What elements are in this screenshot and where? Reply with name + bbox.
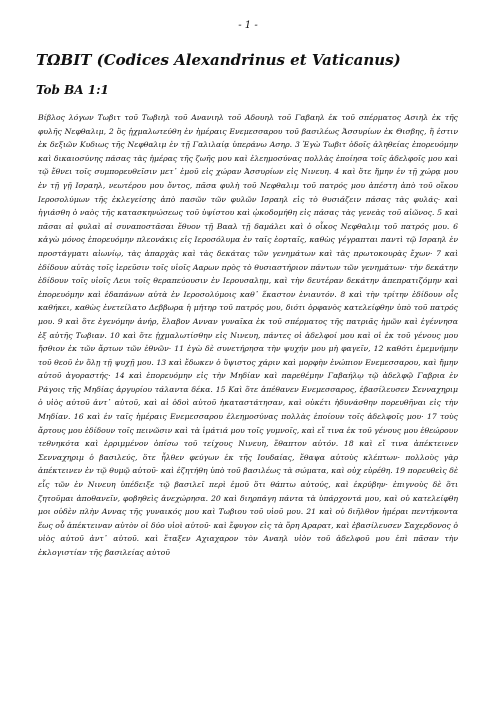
document-title: ΤΩΒΙΤ (Codices Alexandrinus et Vaticanus) bbox=[36, 51, 401, 69]
section-heading: Tob BA 1:1 bbox=[36, 83, 109, 97]
page-number: - 1 - bbox=[238, 20, 258, 31]
body-text: Βίβλος λόγων Τωβιτ τοῦ Τωβιηλ τοῦ Ανανιηλ τοῦ Αδουηλ τοῦ Γαβαηλ ἐκ τοῦ σπέρματος Ασιηλ ἐκ τῆς φυλῆς Νεφθαλιμ, 2 ὃς ᾐχμαλωτεύθη ἐν ἡμέραις Ενεμεσσαρου τοῦ βασιλέως Ἀσσυρίων ἐκ Θισβης, ἥ ἐστιν ἐκ δεξιῶν Κυδιως τῆς Νεφθαλιμ ἐν τῇ Γαλιλαίᾳ ὑπεράνω Ασηρ. 3 Ἐγὼ Τωβιτ ὁδοῖς ἀληθείας ἐπορευόμην καὶ δικαιοσύνης πάσας τὰς ἡμέρας τῆς ζωῆς μου καὶ ἐλεημοσύνας πολλὰς ἐποίησα τοῖς ἀδελφοῖς μου καὶ τῷ ἔθνει τοῖς συμπορευθεῖσιν μετ᾽ ἐμοῦ εἰς χώραν Ἀσσυρίων εἰς Νινευη. 4 καὶ ὅτε ἤμην ἐν τῇ χώρᾳ μου ἐν τῇ γῇ Ισραηλ, νεωτέρου μου ὄντος, πᾶσα φυλὴ τοῦ Νεφθαλιμ τοῦ πατρός μου ἀπέστη ἀπὸ τοῦ οἴκου Ιεροσολύμων τῆς ἐκλεγείσης ἀπὸ πασῶν τῶν φυλῶν Ισραηλ εἰς τὸ θυσιάζειν πάσας τὰς φυλάς· καὶ ἡγιάσθη ὁ ναὸς τῆς κατασκηνώσεως τοῦ ὑψίστου καὶ ᾠκοδομήθη εἰς πάσας τὰς γενεὰς τοῦ αἰῶνος. 5 καὶ πᾶσαι αἱ φυλαὶ αἱ συναποστᾶσαι ἔθυον τῇ Βααλ τῇ δαμάλει καὶ ὁ οἶκος Νεφθαλιμ τοῦ πατρός μου. 6 κἀγὼ μόνος ἐπορευόμην πλεονάκις εἰς Ιεροσόλυμα ἐν ταῖς ἑορταῖς, καθὼς γέγραπται παντὶ τῷ Ισραηλ ἐν προστάγματι αἰωνίῳ, τὰς ἀπαρχὰς καὶ τὰς δεκάτας τῶν γενημάτων καὶ τὰς πρωτοκουρὰς ἔχων· 7 καὶ ἐδίδουν αὐτὰς τοῖς ἱερεῦσιν τοῖς υἱοῖς Ααρων πρὸς τὸ θυσιαστήριον πάντων τῶν γενημάτων· τὴν δεκάτην ἐδίδουν τοῖς υἱοῖς Λευι τοῖς θεραπεύουσιν ἐν Ιερουσαλημ, καὶ τὴν δευτέραν δεκάτην ἀπεπρατιζόμην καὶ ἐπορευόμην καὶ ἐδαπάνων αὐτὰ ἐν Ιεροσολύμοις καθ᾽ ἕκαστον ἐνιαυτόν. 8 καὶ τὴν τρίτην ἐδίδουν οἷς καθήκει, καθὼς ἐνετείλατο Δεββωρα ἡ μήτηρ τοῦ πατρός μου, διότι ὀρφανὸς κατελείφθην ὑπὸ τοῦ πατρός μου. 9 καὶ ὅτε ἐγενόμην ἀνήρ, ἔλαβον Ανναν γυναῖκα ἐκ τοῦ σπέρματος τῆς πατριᾶς ἡμῶν καὶ ἐγέννησα ἐξ αὐτῆς Τωβιαν. 10 καὶ ὅτε ᾐχμαλωτίσθην εἰς Νινευη, πάντες οἱ ἀδελφοί μου καὶ οἱ ἐκ τοῦ γένους μου ἤσθιον ἐκ τῶν ἄρτων τῶν ἐθνῶν· 11 ἐγὼ δὲ συνετήρησα τὴν ψυχήν μου μὴ φαγεῖν, 12 καθότι ἐμεμνήμην τοῦ θεοῦ ἐν ὅλῃ τῇ ψυχῇ μου. 13 καὶ ἔδωκεν ὁ ὕψιστος χάριν καὶ μορφὴν ἐνώπιον Ενεμεσσαρου, καὶ ἤμην αὐτοῦ ἀγοραστής· 14 καὶ ἐπορευόμην εἰς τὴν Μηδίαν καὶ παρεθέμην Γαβαήλῳ τῷ ἀδελφῷ Γαβρια ἐν Ράγοις τῆς Μηδίας ἀργυρίου τάλαντα δέκα. 15 Καὶ ὅτε ἀπέθανεν Ενεμεσσαρος, ἐβασίλευσεν Σενναχηριμ ὁ υἱὸς αὐτοῦ ἀντ᾽ αὐτοῦ, καὶ αἱ ὁδοὶ αὐτοῦ ἠκαταστάτησαν, καὶ οὐκέτι ἠδυνάσθην πορευθῆναι εἰς τὴν Μηδίαν. 16 καὶ ἐν ταῖς ἡμέραις Ενεμεσσαρου ἐλεημοσύνας πολλὰς ἐποίουν τοῖς ἀδελφοῖς μου· 17 τοὺς ἄρτους μου ἐδίδουν τοῖς πεινῶσιν καὶ τὰ ἱμάτιά μου τοῖς γυμνοῖς, καὶ εἴ τινα ἐκ τοῦ γένους μου ἐθεώρουν τεθνηκότα καὶ ἐρριμμένον ὀπίσω τοῦ τείχους Νινευη, ἔθαπτον αὐτόν. 18 καὶ εἴ τινα ἀπέκτεινεν Σενναχηριμ ὁ βασιλεύς, ὅτε ἦλθεν φεύγων ἐκ τῆς Ιουδαίας, ἔθαψα αὐτοὺς κλέπτων· πολλοὺς γὰρ ἀπέκτεινεν ἐν τῷ θυμῷ αὐτοῦ· καὶ ἐζητήθη ὑπὸ τοῦ βασιλέως τὰ σώματα, καὶ οὐχ εὑρέθη. 19 πορευθεὶς δὲ εἷς τῶν ἐν Νινευη ὑπέδειξε τῷ βασιλεῖ περὶ ἐμοῦ ὅτι θάπτω αὐτούς, καὶ ἐκρύβην· ἐπιγνοὺς δὲ ὅτι ζητοῦμαι ἀποθανεῖν, φοβηθεὶς ἀνεχώρησα. 20 καὶ διηρπάγη πάντα τὰ ὑπάρχοντά μου, καὶ οὐ κατελείφθη μοι οὐδὲν πλὴν Αννας τῆς γυναικός μου καὶ Τωβιου τοῦ υἱοῦ μου. 21 καὶ οὐ διῆλθον ἡμέραι πεντήκοντα ἕως οὗ ἀπέκτειναν αὐτὸν οἱ δύο υἱοὶ αὐτοῦ· καὶ ἔφυγον εἰς τὰ ὄρη Αραρατ, καὶ ἐβασίλευσεν Σαχερδονος ὁ υἱὸς αὐτοῦ ἀντ᾽ αὐτοῦ. καὶ ἔταξεν Αχιαχαρον τὸν Αναηλ υἱὸν τοῦ ἀδελφοῦ μου ἐπὶ πᾶσαν τὴν ἐκλογιστίαν τῆς βασιλείας αὐτοῦ bbox=[38, 113, 458, 557]
